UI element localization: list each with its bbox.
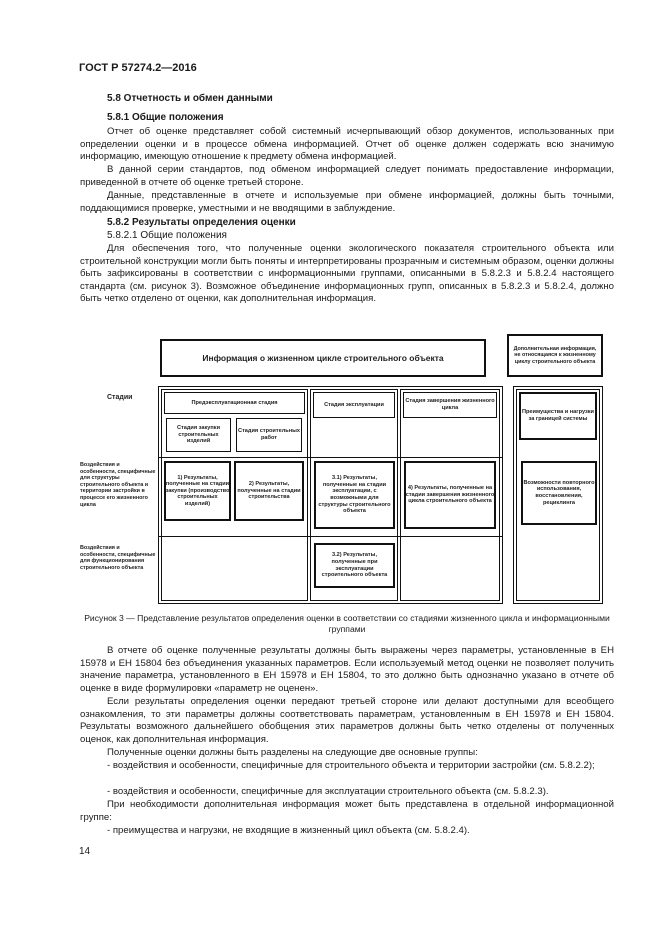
construction-stage: Стадия строительных работ <box>238 428 300 441</box>
section-5-8-title: 5.8 Отчетность и обмен данными <box>107 93 273 104</box>
row1-rule <box>158 457 503 458</box>
paragraph: Для обеспечения того, что полученные оценки экологического показателя строительного объекта или строительной конструкции могли быть поняты и интерпретированы прозрачным и системным образом, оценки должны быть зафиксированы в соответствии с информационными группами, описанными в 5.8.2.3 и 5.8.2.4 настоящего стандарта (см. рисунок 3). Возможное объединение информационных групп, описанных в 5.8.2.3 и 5.8.2.4, должно быть четко отделено от оценки, как дополнительная информация. <box>80 243 614 305</box>
paragraph: В данной серии стандартов, под обменом информацией следует понимать предоставление информации, приведенной в отчете об оценке третьей стороне. <box>80 164 614 188</box>
row2-label: Воздействия и особенности, специфичные для функционирования строительного объекта <box>80 545 156 571</box>
document-header: ГОСТ Р 57274.2—2016 <box>79 62 197 74</box>
paragraph: Полученные оценки должны быть разделены на следующие две основные группы: <box>107 747 478 758</box>
result32: 3.2) Результаты, полученные при эксплуатации строительного объекта <box>321 552 388 579</box>
paragraph: Отчет об оценке представляет собой системный исчерпывающий обзор документов, использованных при определении оценки и в процессе обмена информацией. Отчет об оценке должен содержать всю значимую информацию, имеющую отношение к предмету обмена информацией. <box>80 126 614 163</box>
benefits: Преимущества и нагрузки за границей системы <box>521 409 594 422</box>
paragraph: Если результаты определения оценки передают третьей стороне или делают доступными для всеобщего ознакомления, то эти параметры должны соответствовать параметрам, установленным в ЕН 15978 и ЕН 15804. Результаты возможного дальнейшего обобщения этих параметров должны быть четко отделены от полученных оценок, как дополнительная информация. <box>80 696 614 745</box>
row1-label: Воздействия и особенности, специфичные для структуры строительного объекта и территории застройки в процессе его жизненного цикла <box>80 462 156 508</box>
result-extra: Возможности повторного использования, восстановления, рециклинга <box>523 479 595 506</box>
result1: 1) Результаты, полученные на стадии закупки (производство строительных изделий) <box>165 474 230 507</box>
end-stage: Стадия завершения жизненного цикла <box>405 398 495 411</box>
list-item: - воздействия и особенности, специфичные для эксплуатации строительного объекта (см. 5.8.2.3). <box>107 786 549 797</box>
pre-use-stage: Предэксплуатационная стадия <box>191 399 278 406</box>
section-5-8-1-title: 5.8.1 Общие положения <box>107 112 224 123</box>
stages-label: Стадии <box>107 394 133 401</box>
paragraph: В отчете об оценке полученные результаты должны быть выражены через параметры, установленные в ЕН 15978 и ЕН 15804 без объединения указанных параметров. Если используемый метод оценки не позволяет получить значение параметра, установленного в ЕН 15978 и ЕН 15804, то это должно быть однозначно указано в отчете об оценке в виде формулировки «параметр не оценен». <box>80 645 614 694</box>
section-5-8-2-title: 5.8.2 Результаты определения оценки <box>107 217 296 228</box>
page-number: 14 <box>79 846 91 857</box>
extra-info-title: Дополнительная информация, не относящаяся к жизненному циклу строительного объекта <box>513 346 597 365</box>
figure-caption: Рисунок 3 — Представление результатов определения оценки в соответствии со стадиями жизненного цикла и информационными группами <box>84 613 610 634</box>
result31: 3.1) Результаты, полученные на стадии эксплуатации, с возможными для структуры строительного объекта <box>318 475 391 515</box>
use-stage: Стадия эксплуатации <box>324 401 384 408</box>
paragraph: При необходимости дополнительная информация может быть представлена в отдельной информационной группе: <box>80 799 614 823</box>
result2: 2) Результаты, полученные на стадии строительства <box>237 481 301 501</box>
list-item: - преимущества и нагрузки, не входящие в жизненный цикл объекта (см. 5.8.2.4). <box>107 825 470 836</box>
list-item: - воздействия и особенности, специфичные для строительного объекта и территории застройки (см. 5.8.2.2); <box>107 760 595 771</box>
main-title: Информация о жизненном цикле строительного объекта <box>202 353 444 363</box>
row2-rule <box>158 536 503 537</box>
product-stage: Стадия закупки строительных изделий <box>176 425 221 445</box>
result4: 4) Результаты, полученные на стадии завершения жизненного цикла строительного объекта <box>405 485 495 505</box>
paragraph: Данные, представленные в отчете и используемые при обмене информацией, должны быть точными, поддающимися проверке, уместными и не вводящими в заблуждение. <box>80 190 614 214</box>
section-5-8-2-1-title: 5.8.2.1 Общие положения <box>107 230 227 241</box>
